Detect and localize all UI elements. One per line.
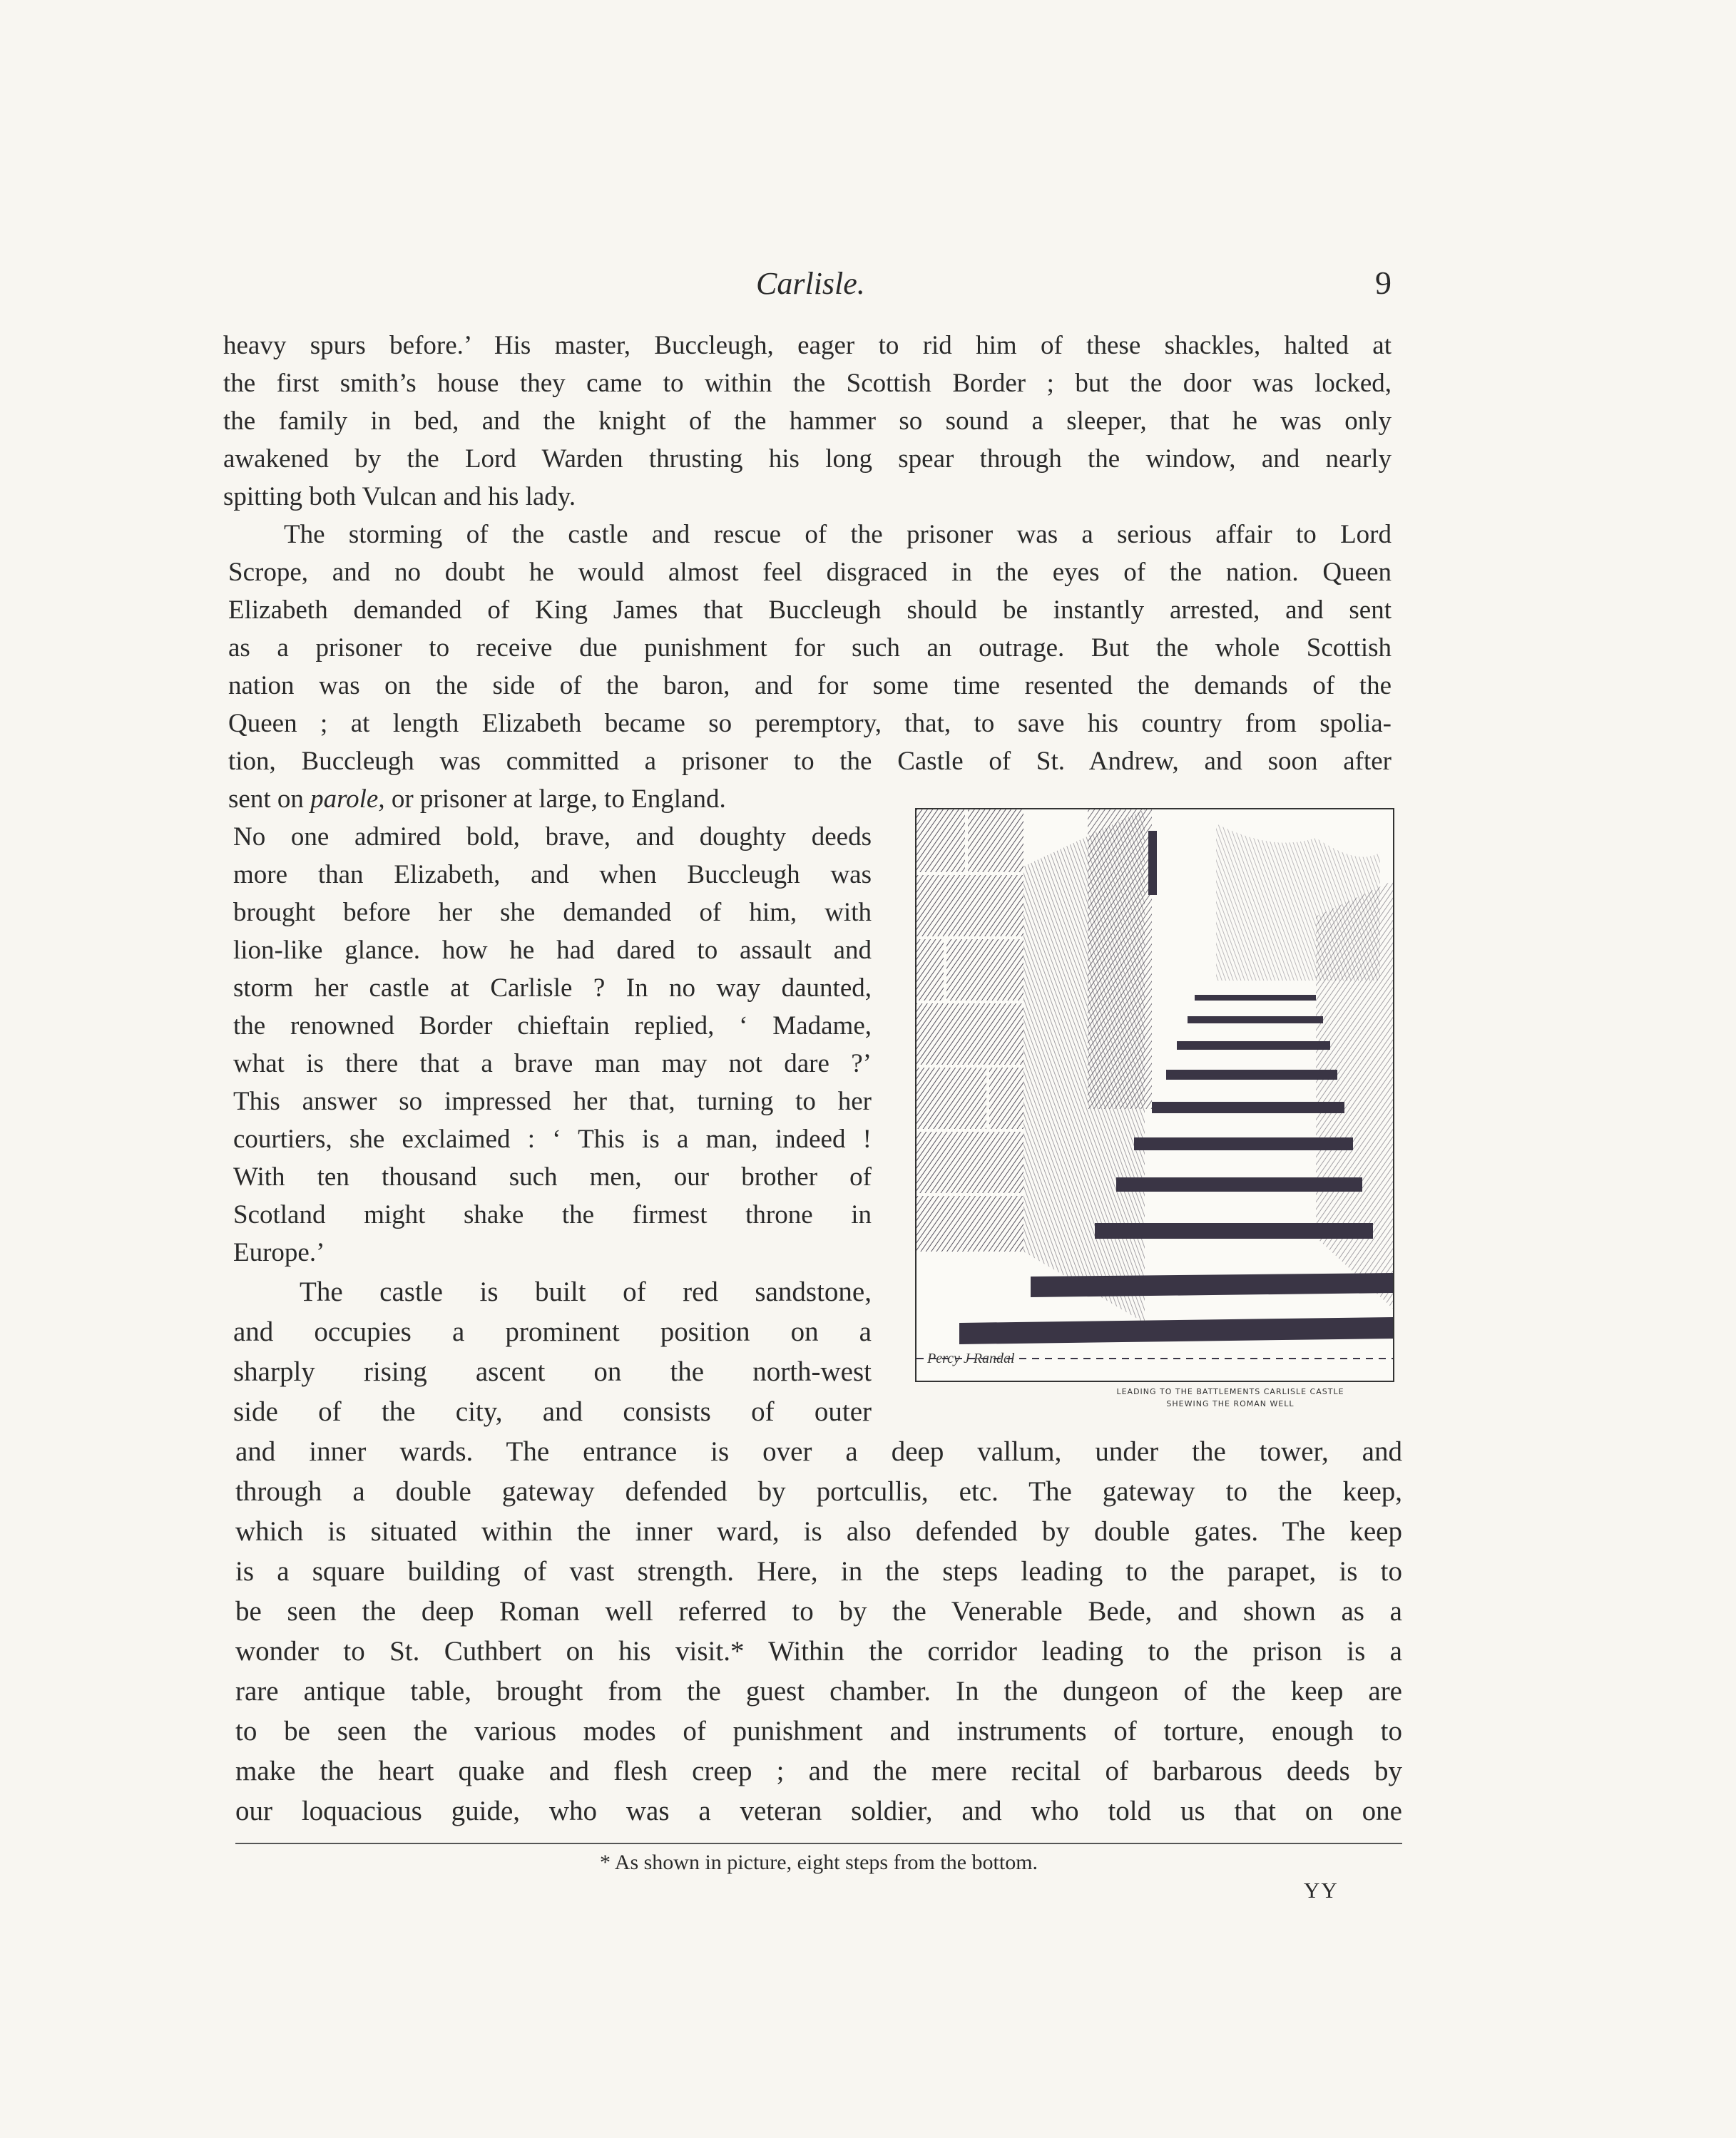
body-line: This answer so impressed her that, turning to her — [233, 1087, 872, 1116]
body-line: The storming of the castle and rescue of the prisoner was a serious affair to Lord — [284, 520, 1392, 549]
body-line: the first smith’s house they came to within the Scottish Border ; but the door was locked, — [223, 369, 1392, 398]
body-line: lion-like glance. how he had dared to assault and — [233, 936, 872, 965]
footnote-divider — [235, 1843, 1402, 1844]
body-line: Queen ; at length Elizabeth became so peremptory, that, to save his country from spolia- — [228, 709, 1392, 738]
running-header: Carlisle. — [756, 266, 865, 301]
body-line: make the heart quake and flesh creep ; and the mere recital of barbarous deeds by — [235, 1756, 1402, 1786]
body-line: With ten thousand such men, our brother of — [233, 1162, 872, 1192]
body-line: spitting both Vulcan and his lady. — [223, 482, 576, 511]
body-line: heavy spurs before.’ His master, Buccleugh, eager to rid him of these shackles, halted at — [223, 331, 1392, 360]
figure-caption: LEADING TO THE BATTLEMENTS CARLISLE CASTLE SHEWING THE ROMAN WELL — [1116, 1387, 1344, 1408]
body-line: be seen the deep Roman well referred to by the Venerable Bede, and shown as a — [235, 1596, 1402, 1627]
artist-signature: Percy J Randal — [927, 1351, 1015, 1366]
body-line: more than Elizabeth, and when Buccleugh was — [233, 860, 872, 889]
body-line: storm her castle at Carlisle ? In no way daunted, — [233, 973, 872, 1003]
illustration-castle-stairs — [915, 808, 1394, 1382]
body-line: The castle is built of red sandstone, — [300, 1277, 872, 1307]
body-line: through a double gateway defended by portcullis, etc. The gateway to the keep, — [235, 1476, 1402, 1507]
body-line: side of the city, and consists of outer — [233, 1396, 872, 1427]
page-number: 9 — [1375, 265, 1392, 301]
body-line: rare antique table, brought from the guest chamber. In the dungeon of the keep are — [235, 1676, 1402, 1707]
body-line: Europe.’ — [233, 1238, 325, 1267]
body-line: tion, Buccleugh was committed a prisoner to the Castle of St. Andrew, and soon after — [228, 747, 1392, 776]
body-line: Scrope, and no doubt he would almost feel disgraced in the eyes of the nation. Queen — [228, 558, 1392, 587]
body-line: which is situated within the inner ward, is also defended by double gates. The keep — [235, 1516, 1402, 1547]
italic-word: parole, — [310, 784, 385, 814]
body-line: wonder to St. Cuthbert on his visit.* Within the corridor leading to the prison is a — [235, 1636, 1402, 1667]
body-line: No one admired bold, brave, and doughty deeds — [233, 822, 872, 851]
body-line: the renowned Border chieftain replied, ‘ Madame, — [233, 1011, 872, 1040]
footnote: * As shown in picture, eight steps from the bottom. — [599, 1851, 1038, 1874]
body-line: is a square building of vast strength. Here, in the steps leading to the parapet, is to — [235, 1556, 1402, 1587]
body-line: and occupies a prominent position on a — [233, 1316, 872, 1347]
body-line: Elizabeth demanded of King James that Buccleugh should be instantly arrested, and sent — [228, 595, 1392, 625]
body-line: the family in bed, and the knight of the hammer so sound a sleeper, that he was only — [223, 406, 1392, 436]
body-line: brought before her she demanded of him, with — [233, 898, 872, 927]
stairs-drawing — [916, 809, 1393, 1381]
body-line: what is there that a brave man may not dare ?’ — [233, 1049, 872, 1078]
body-line: to be seen the various modes of punishment and instruments of torture, enough to — [235, 1716, 1402, 1746]
body-line: and inner wards. The entrance is over a deep vallum, under the tower, and — [235, 1436, 1402, 1467]
body-line: as a prisoner to receive due punishment for such an outrage. But the whole Scottish — [228, 633, 1392, 663]
body-line: sharply rising ascent on the north-west — [233, 1356, 872, 1387]
body-line: our loquacious guide, who was a veteran soldier, and who told us that on one — [235, 1796, 1402, 1826]
body-line: nation was on the side of the baron, and for some time resented the demands of the — [228, 671, 1392, 700]
body-line: awakened by the Lord Warden thrusting his long spear through the window, and nearly — [223, 444, 1392, 474]
body-line: courtiers, she exclaimed : ‘ This is a man, indeed ! — [233, 1125, 872, 1154]
body-line: Scotland might shake the firmest throne in — [233, 1200, 872, 1229]
body-line: sent on parole, or prisoner at large, to England. — [228, 784, 726, 814]
printer-signature-mark: YY — [1304, 1878, 1339, 1903]
